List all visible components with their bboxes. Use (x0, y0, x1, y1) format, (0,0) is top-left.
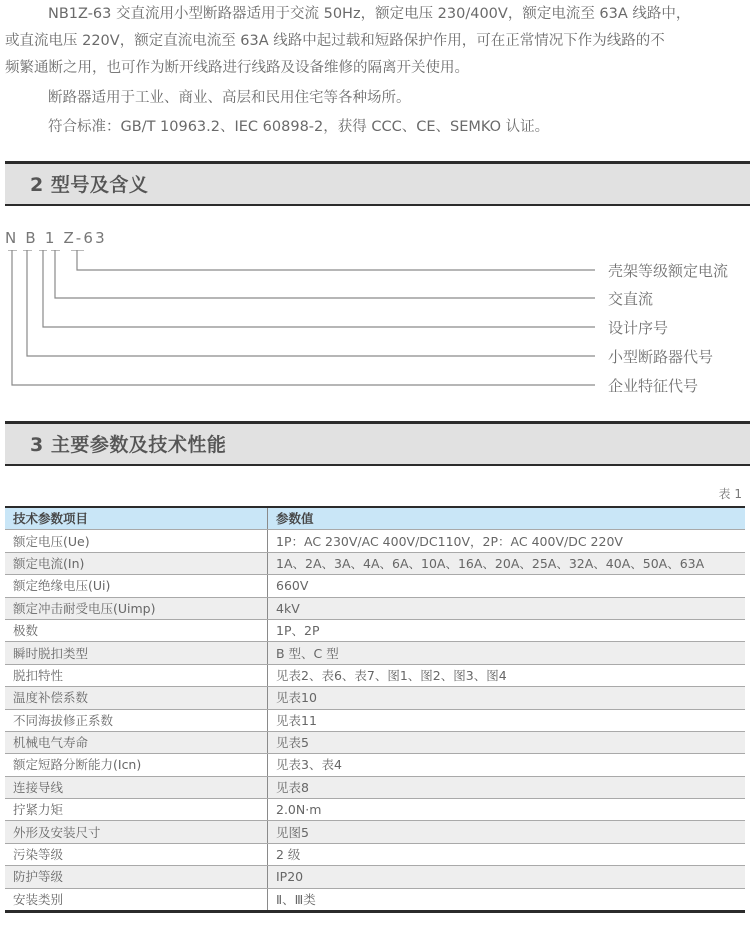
table-row (5, 664, 745, 686)
table-row (5, 709, 745, 731)
parameter-value-cell: 4kV (268, 597, 746, 619)
parameter-name-cell: 脱扣特性 (5, 664, 268, 686)
label-mcb-code: 小型断路器代号 (608, 348, 714, 366)
table-header-row (5, 507, 745, 530)
parameter-value-cell: Ⅱ、Ⅲ类 (268, 888, 746, 911)
parameter-name-cell: 额定电流(In) (5, 552, 268, 574)
spec-table-body (5, 530, 745, 912)
model-code-diagram (0, 250, 750, 400)
section-3-title: 3 主要参数及技术性能 (30, 434, 227, 456)
section-2-title: 2 型号及含义 (30, 174, 149, 196)
label-ac-dc: 交直流 (608, 290, 654, 308)
parameter-name-cell: 外形及安装尺寸 (5, 821, 268, 843)
parameter-name-cell: 连接导线 (5, 776, 268, 798)
intro-line-5: 符合标准：GB/T 10963.2、IEC 60898-2，获得 CCC、CE、SEMKO 认证。 (48, 119, 550, 135)
intro-line-2: 或直流电压 220V，额定直流电流至 63A 线路中起过载和短路保护作用，可在正常情况下作为线路的不 (5, 33, 665, 49)
table-row (5, 597, 745, 619)
column-header-value: 参数值 (268, 507, 746, 530)
intro-line-3: 频繁通断之用，也可作为断开线路进行线路及设备维修的隔离开关使用。 (5, 60, 469, 76)
table-row (5, 731, 745, 753)
table-row (5, 776, 745, 798)
parameter-value-cell: 见表10 (268, 687, 746, 709)
leader-line-design (43, 250, 595, 327)
table-row (5, 866, 745, 888)
parameter-name-cell: 瞬时脱扣类型 (5, 642, 268, 664)
parameter-value-cell: 见表8 (268, 776, 746, 798)
spec-table (5, 506, 745, 913)
parameter-name-cell: 额定短路分断能力(Icn) (5, 754, 268, 776)
parameter-name-cell: 安装类别 (5, 888, 268, 911)
parameter-value-cell: 1A、2A、3A、4A、6A、10A、16A、20A、25A、32A、40A、50A、63A (268, 552, 746, 574)
model-code: N B 1 Z-63 (5, 229, 107, 247)
table-row (5, 642, 745, 664)
parameter-value-cell: 见表2、表6、表7、图1、图2、图3、图4 (268, 664, 746, 686)
table-row (5, 575, 745, 597)
parameter-value-cell: 见表3、表4 (268, 754, 746, 776)
parameter-value-cell: 2 级 (268, 843, 746, 865)
label-design-serial: 设计序号 (608, 319, 669, 337)
parameter-name-cell: 温度补偿系数 (5, 687, 268, 709)
parameter-name-cell: 额定绝缘电压(Ui) (5, 575, 268, 597)
parameter-name-cell: 拧紧力矩 (5, 799, 268, 821)
parameter-name-cell: 污染等级 (5, 843, 268, 865)
table-row (5, 843, 745, 865)
parameter-value-cell: 见表11 (268, 709, 746, 731)
parameter-value-cell: 1P、2P (268, 619, 746, 641)
parameter-value-cell: B 型、C 型 (268, 642, 746, 664)
table-row (5, 687, 745, 709)
label-enterprise-code: 企业特征代号 (608, 377, 699, 395)
parameter-value-cell: 见表5 (268, 731, 746, 753)
table-row (5, 552, 745, 574)
parameter-name-cell: 不同海拔修正系数 (5, 709, 268, 731)
parameter-name-cell: 机械电气寿命 (5, 731, 268, 753)
leader-line-mcb (27, 250, 595, 356)
parameter-value-cell: 见图5 (268, 821, 746, 843)
intro-line-4: 断路器适用于工业、商业、高层和民用住宅等各种场所。 (48, 90, 411, 106)
table-row (5, 619, 745, 641)
parameter-value-cell: 1P：AC 230V/AC 400V/DC110V，2P：AC 400V/DC 220V (268, 530, 746, 552)
table-row (5, 754, 745, 776)
parameter-value-cell: 2.0N·m (268, 799, 746, 821)
parameter-value-cell: IP20 (268, 866, 746, 888)
leader-line-rating (77, 250, 595, 270)
parameter-name-cell: 额定冲击耐受电压(Uimp) (5, 597, 268, 619)
table-row (5, 888, 745, 911)
parameter-value-cell: 660V (268, 575, 746, 597)
section-2-header (5, 161, 750, 206)
table-row (5, 530, 745, 552)
parameter-name-cell: 极数 (5, 619, 268, 641)
label-frame-rating: 壳架等级额定电流 (608, 262, 729, 280)
column-header-parameter: 技术参数项目 (5, 507, 268, 530)
intro-line-1: NB1Z-63 交直流用小型断路器适用于交流 50Hz，额定电压 230/400V，额定电流至 63A 线路中， (48, 6, 691, 22)
section-3-header (5, 421, 750, 466)
parameter-name-cell: 防护等级 (5, 866, 268, 888)
table-row (5, 821, 745, 843)
parameter-name-cell: 额定电压(Ue) (5, 530, 268, 552)
table-caption: 表 1 (718, 487, 742, 501)
leader-line-acdc (55, 250, 595, 298)
table-row (5, 799, 745, 821)
